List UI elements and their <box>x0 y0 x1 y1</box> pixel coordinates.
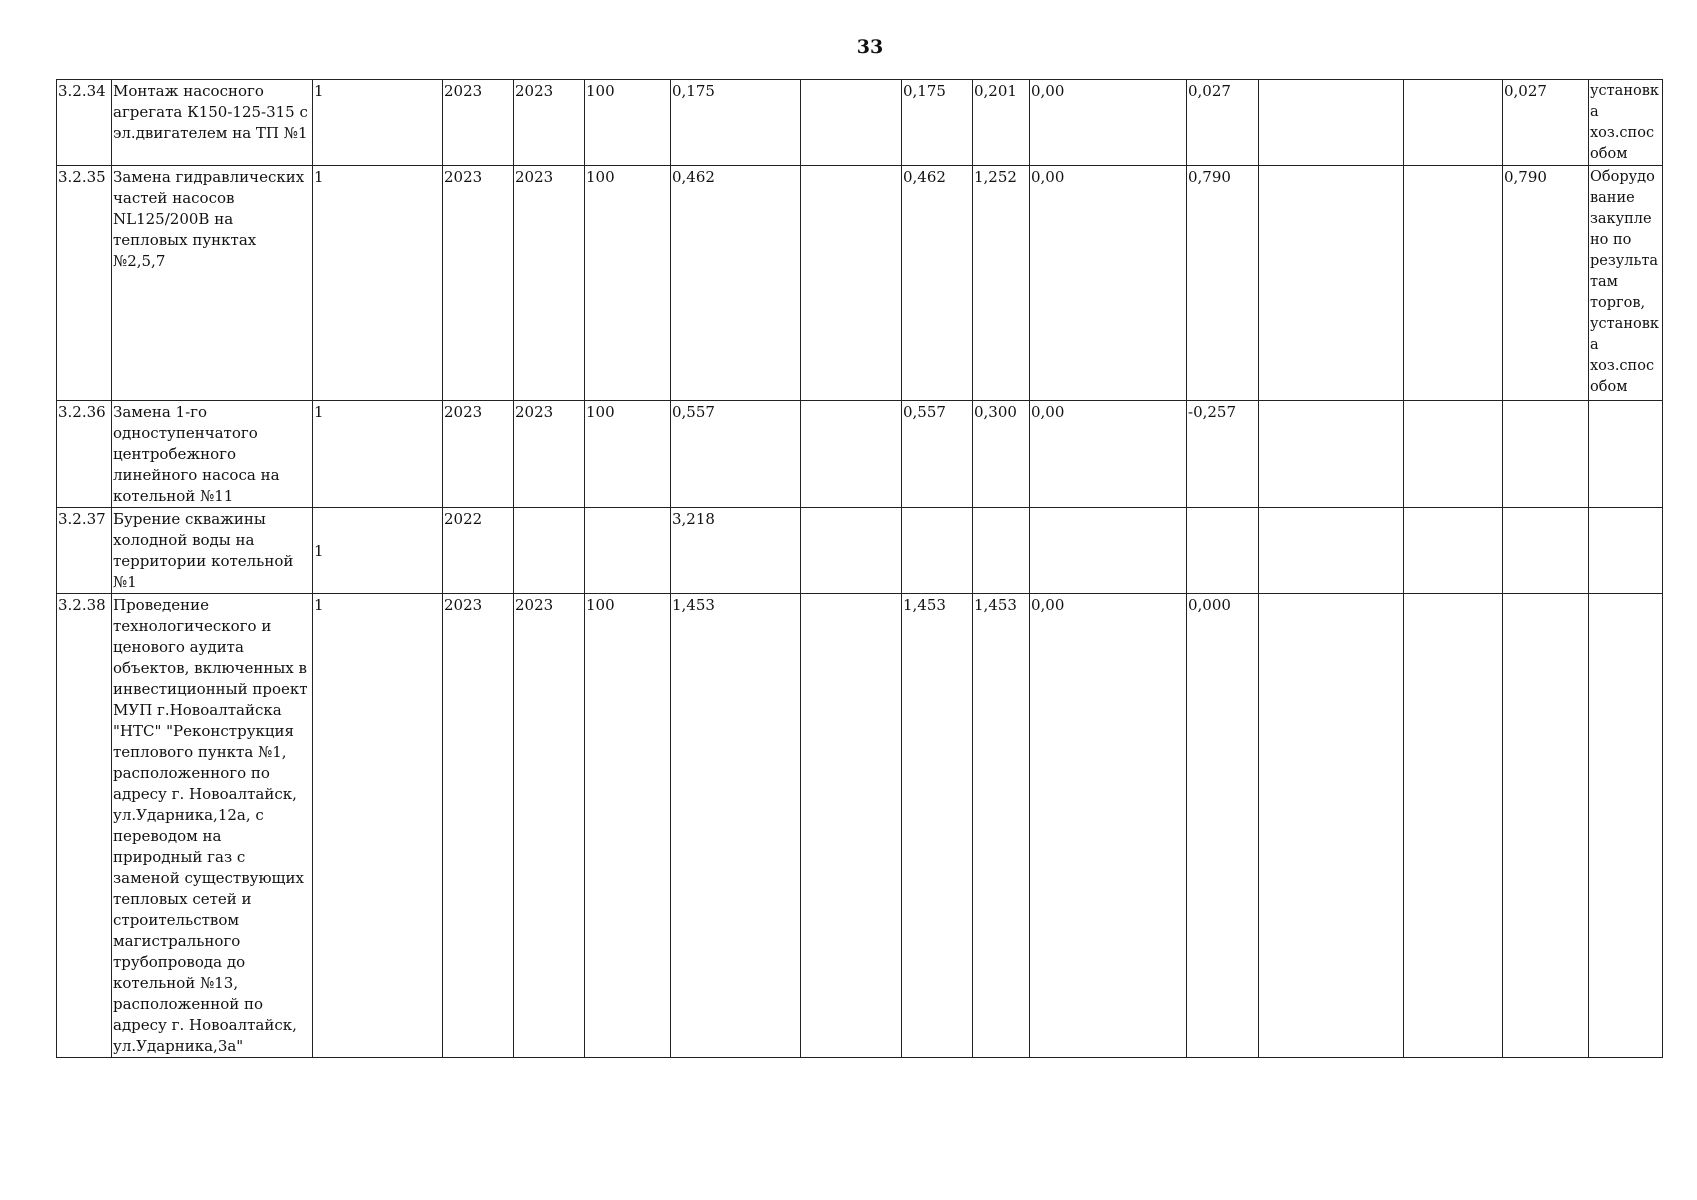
row-code: 3.2.36 <box>57 401 112 508</box>
row-year-start: 2022 <box>443 508 514 594</box>
row-value-9: 0,027 <box>1503 80 1589 166</box>
row-note <box>1589 401 1663 508</box>
row-value-4: 0,201 <box>973 80 1030 166</box>
row-value-7 <box>1259 594 1404 1058</box>
row-note <box>1589 508 1663 594</box>
row-value-3: 0,175 <box>902 80 973 166</box>
row-value-1: 3,218 <box>671 508 801 594</box>
row-value-8 <box>1404 166 1503 401</box>
investment-table <box>56 79 1663 1058</box>
row-value-3: 1,453 <box>902 594 973 1058</box>
row-name: Монтаж насосного агрегата К150-125-315 с эл.двигателем на ТП №1 <box>112 80 313 166</box>
row-code: 3.2.38 <box>57 594 112 1058</box>
row-value-2 <box>801 508 902 594</box>
row-value-5: 0,00 <box>1030 401 1187 508</box>
row-value-6: 0,000 <box>1187 594 1259 1058</box>
row-value-3 <box>902 508 973 594</box>
row-value-5: 0,00 <box>1030 594 1187 1058</box>
row-value-6 <box>1187 508 1259 594</box>
row-percent: 100 <box>585 594 671 1058</box>
row-year-start: 2023 <box>443 594 514 1058</box>
row-value-8 <box>1404 594 1503 1058</box>
row-value-1: 0,462 <box>671 166 801 401</box>
row-quantity: 1 <box>313 166 443 401</box>
row-value-1: 0,175 <box>671 80 801 166</box>
row-percent <box>585 508 671 594</box>
row-code: 3.2.34 <box>57 80 112 166</box>
row-code: 3.2.35 <box>57 166 112 401</box>
row-value-4: 1,453 <box>973 594 1030 1058</box>
row-year-start: 2023 <box>443 80 514 166</box>
row-value-9 <box>1503 401 1589 508</box>
row-value-4 <box>973 508 1030 594</box>
row-note: Оборудование закуплено по результатам торгов, установка хоз.способом <box>1589 166 1663 401</box>
row-value-7 <box>1259 166 1404 401</box>
table-row <box>57 401 1663 508</box>
row-year-end: 2023 <box>514 166 585 401</box>
row-value-9 <box>1503 508 1589 594</box>
row-name: Проведение технологического и ценового аудита объектов, включенных в инвестиционный проект МУП г.Новоалтайска "НТС" "Реконструкция теплового пункта №1, расположенного по адресу г. Новоалтайск, ул.Ударника,12а, с переводом на природный газ с заменой существующих тепловых сетей и строительством магистрального трубопровода до котельной №13, расположенной по адресу г. Новоалтайск, ул.Ударника,3а" <box>112 594 313 1058</box>
row-value-4: 0,300 <box>973 401 1030 508</box>
row-value-2 <box>801 166 902 401</box>
row-value-3: 0,557 <box>902 401 973 508</box>
row-note <box>1589 594 1663 1058</box>
row-value-5 <box>1030 508 1187 594</box>
row-value-2 <box>801 80 902 166</box>
row-percent: 100 <box>585 166 671 401</box>
row-value-6: 0,027 <box>1187 80 1259 166</box>
row-value-3: 0,462 <box>902 166 973 401</box>
row-name: Замена гидравлических частей насосов NL125/200В на тепловых пунктах №2,5,7 <box>112 166 313 401</box>
row-value-5: 0,00 <box>1030 80 1187 166</box>
row-quantity: 1 <box>313 508 443 594</box>
row-year-end: 2023 <box>514 401 585 508</box>
row-note: установка хоз.способом <box>1589 80 1663 166</box>
row-percent: 100 <box>585 401 671 508</box>
row-value-2 <box>801 594 902 1058</box>
row-name: Бурение скважины холодной воды на территории котельной №1 <box>112 508 313 594</box>
row-value-4: 1,252 <box>973 166 1030 401</box>
table-row <box>57 594 1663 1058</box>
row-value-8 <box>1404 508 1503 594</box>
row-name: Замена 1-го одноступенчатого центробежного линейного насоса на котельной №11 <box>112 401 313 508</box>
row-value-6: -0,257 <box>1187 401 1259 508</box>
row-value-6: 0,790 <box>1187 166 1259 401</box>
row-value-7 <box>1259 401 1404 508</box>
row-value-2 <box>801 401 902 508</box>
row-percent: 100 <box>585 80 671 166</box>
row-value-7 <box>1259 508 1404 594</box>
table-row <box>57 80 1663 166</box>
table-row <box>57 166 1663 401</box>
row-value-9 <box>1503 594 1589 1058</box>
row-code: 3.2.37 <box>57 508 112 594</box>
row-year-start: 2023 <box>443 401 514 508</box>
row-value-8 <box>1404 401 1503 508</box>
row-year-end: 2023 <box>514 80 585 166</box>
row-quantity: 1 <box>313 594 443 1058</box>
page-number: 33 <box>856 36 884 58</box>
table-row <box>57 508 1663 594</box>
row-value-1: 1,453 <box>671 594 801 1058</box>
row-value-8 <box>1404 80 1503 166</box>
row-value-1: 0,557 <box>671 401 801 508</box>
row-year-end <box>514 508 585 594</box>
row-value-9: 0,790 <box>1503 166 1589 401</box>
row-quantity: 1 <box>313 80 443 166</box>
row-value-7 <box>1259 80 1404 166</box>
row-year-end: 2023 <box>514 594 585 1058</box>
row-quantity: 1 <box>313 401 443 508</box>
row-year-start: 2023 <box>443 166 514 401</box>
row-value-5: 0,00 <box>1030 166 1187 401</box>
